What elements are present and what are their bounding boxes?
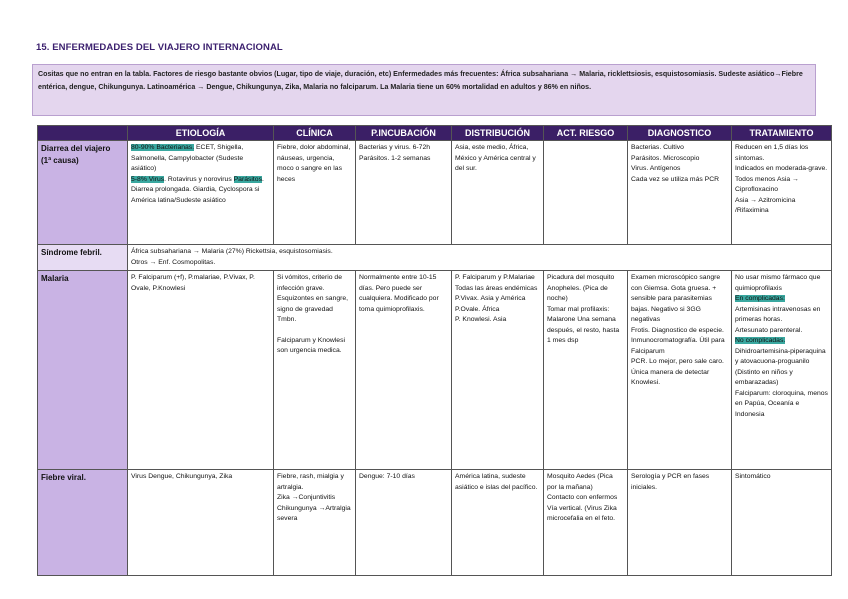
viral-incubacion: Dengue: 7-10 días xyxy=(356,470,452,576)
diarrea-subname: (1ª causa) xyxy=(41,155,79,165)
header-etiologia: ETIOLOGÍA xyxy=(128,126,274,141)
malaria-riesgo-1: Picadura del mosquito Anopheles. (Pica de noche) xyxy=(547,274,615,302)
header-distribucion: DISTRIBUCIÓN xyxy=(452,126,544,141)
viral-clinica xyxy=(274,470,356,576)
etio-text-virus: . Rotavirus y norovirus xyxy=(164,175,232,183)
row-head-malaria: Malaria xyxy=(38,271,128,470)
diarrea-distribucion: Asia, este medio, África, México y América central y del sur. xyxy=(452,141,544,245)
diarrea-diagnostico-1: Bacterias. Cultivo xyxy=(631,144,684,151)
header-clinica: CLÍNICA xyxy=(274,126,356,141)
febril-text-1: África subsahariana → Malaria (27%) Rickettsia, esquistosomiasis. xyxy=(131,248,333,255)
diarrea-diagnostico-3: Virus. Antígenos xyxy=(631,165,681,172)
viral-clinica-1: Fiebre, rash, mialgia y artralgia. xyxy=(277,473,344,491)
malaria-distribucion-2: P.Vivax. Asia y América xyxy=(455,295,526,302)
table-row-malaria xyxy=(38,271,832,470)
diarrea-tratamiento-1: Reducen en 1,5 días los síntomas. xyxy=(735,144,809,162)
malaria-riesgo-2: Tomar mal profilaxis: Malarone Una semana después, el resto, hasta 1 mes dsp xyxy=(547,305,620,344)
table-row-diarrea xyxy=(38,141,832,245)
intro-box: Cositas que no entran en la tabla. Factores de riesgo bastante obvios (Lugar, tipo de viaje, duración, etc) Enfermedades más frecuentes: África subsahariana → Malaria, ricklettsiosis, esquistosomiasis. Sudeste asiático→Fiebre entérica, dengue, Chikungunya. Latinoamérica → Dengue, Chikungunya, Zika, Malaria no falciparum. La Malaria tiene un 60% mortalidad en adultos y 86% en niños. xyxy=(32,64,816,116)
malaria-distribucion-1: P. Falciparum y P.Malariae Todas las áreas endémicas xyxy=(455,274,538,292)
page-title: 15. ENFERMEDADES DEL VIAJERO INTERNACIONAL xyxy=(36,42,283,53)
etio-highlight-parasitos: Parásitos xyxy=(233,175,262,183)
diarrea-name: Diarrea del viajero xyxy=(41,144,111,153)
table-row-febril xyxy=(38,245,832,271)
etio-text-bacterias: ECET, Shigella, Salmonella, Campylobacter (Sudeste asiático) xyxy=(131,144,244,172)
malaria-incubacion: Normalmente entre 10-15 días. Pero puede ser cualquiera. Modificado por toma quimioprofilaxis. xyxy=(356,271,452,470)
diarrea-tratamiento xyxy=(732,141,832,245)
febril-summary xyxy=(128,245,832,271)
diarrea-tratamiento-3: Todos menos Asia → Ciprofloxacino xyxy=(735,175,799,193)
malaria-clinica-1: Si vómitos, criterio de infección grave. Esquizontes en sangre, signo de gravedad Tmbn. xyxy=(277,274,349,323)
viral-riesgo-2: Contacto con enfermos xyxy=(547,494,618,501)
header-riesgo: ACT. RIESGO xyxy=(544,126,628,141)
diarrea-riesgo xyxy=(544,141,628,245)
malaria-distribucion-4: P. Knowlesi. Asia xyxy=(455,316,507,323)
malaria-tratamiento-4: Dihidroartemisina-piperaquina y atovacuona-proguanilo (Distinto en niños y embarazadas) xyxy=(735,347,826,386)
malaria-distribucion xyxy=(452,271,544,470)
viral-etiologia: Virus Dengue, Chikungunya, Zika xyxy=(128,470,274,576)
viral-riesgo-1: Mosquito Aedes (Pica por la mañana) xyxy=(547,473,613,491)
malaria-diagnostico xyxy=(628,271,732,470)
malaria-diagnostico-2: Frotis. Diagnostico de especie. xyxy=(631,326,724,334)
diarrea-tratamiento-2: Indicados en moderada-grave. xyxy=(735,165,828,172)
etio-text-parasitos: . Diarrea prolongada. Giardia, Cyclospora si América latina/Sudeste asiático xyxy=(131,175,264,204)
malaria-diagnostico-3: Inmunocromatografía. Útil para Falciparum xyxy=(631,337,725,355)
malaria-diagnostico-4: PCR. Lo mejor, pero sale caro. Única manera de detectar Knowlesi. xyxy=(631,358,724,386)
etio-highlight-bacterias: 80-90% Bacterianas. xyxy=(131,144,195,151)
table-header-row xyxy=(38,126,832,141)
malaria-etiologia: P. Falciparum (+f), P.malariae, P.Vivax, P. Ovale, P.Knowlesi xyxy=(128,271,274,470)
diarrea-incubacion xyxy=(356,141,452,245)
malaria-clinica-2: Falciparum y Knowlesi son urgencia medica. xyxy=(277,336,345,354)
malaria-tratamiento-1: No usar mismo fármaco que quimioprofilaxis xyxy=(735,274,821,292)
diarrea-incubacion-2: Parásitos. 1-2 semanas xyxy=(359,154,431,162)
malaria-tratamiento-3: Artesunato parenteral. xyxy=(735,326,803,334)
row-head-febril: Síndrome febril. xyxy=(38,245,128,271)
viral-distribucion: América latina, sudeste asiático e islas del pacífico. xyxy=(452,470,544,576)
row-head-diarrea xyxy=(38,141,128,245)
etio-highlight-virus: 5-8% Virus xyxy=(131,175,165,183)
viral-diagnostico: Serología y PCR en fases iniciales. xyxy=(628,470,732,576)
febril-text-2: Otros → Enf. Cosmopolitas. xyxy=(131,258,216,266)
diarrea-diagnostico-2: Parásitos. Microscopio xyxy=(631,154,700,162)
header-tratamiento: TRATAMIENTO xyxy=(732,126,832,141)
viral-riesgo xyxy=(544,470,628,576)
malaria-tratamiento-2: Artemisinas intravenosas en primeras horas. xyxy=(735,305,821,323)
viral-clinica-3: Chikungunya →Artralgia severa xyxy=(277,504,351,522)
header-empty xyxy=(38,126,128,141)
malaria-tratamiento-5: Falciparum: cloroquina, menos en Papúa, Oceanía e Indonesia xyxy=(735,389,828,418)
diarrea-diagnostico-4: Cada vez se utiliza más PCR xyxy=(631,175,720,183)
travel-diseases-table xyxy=(37,125,832,576)
diarrea-clinica: Fiebre, dolor abdominal, náuseas, urgencia, moco o sangre en las heces xyxy=(274,141,356,245)
viral-riesgo-3: Vía vertical. (Virus Zika microcefalia en el feto. xyxy=(547,504,617,522)
row-head-viral: Fiebre viral. xyxy=(38,470,128,576)
malaria-tratamiento-highlight-complicadas: En complicadas: xyxy=(735,295,785,302)
diarrea-tratamiento-4: Asia → Azitromicina /Rifaximina xyxy=(735,196,796,214)
malaria-tratamiento xyxy=(732,271,832,470)
malaria-diagnostico-1: Examen microscópico sangre con Giemsa. Gota gruesa. + sensible para parasitemias bajas. Negativo si 3GG negativas xyxy=(631,274,721,323)
viral-tratamiento: Sintomático xyxy=(732,470,832,576)
diarrea-incubacion-1: Bacterias y virus. 6-72h xyxy=(359,144,431,151)
diarrea-diagnostico xyxy=(628,141,732,245)
header-diagnostico: DIAGNOSTICO xyxy=(628,126,732,141)
diarrea-etiologia xyxy=(128,141,274,245)
malaria-riesgo xyxy=(544,271,628,470)
malaria-clinica xyxy=(274,271,356,470)
header-incubacion: P.INCUBACIÓN xyxy=(356,126,452,141)
table-row-viral xyxy=(38,470,832,576)
malaria-distribucion-3: P.Ovale. África xyxy=(455,305,500,313)
viral-clinica-2: Zika →Conjuntivitis xyxy=(277,494,336,501)
malaria-tratamiento-highlight-no-complicadas: No complicadas. xyxy=(735,337,786,344)
